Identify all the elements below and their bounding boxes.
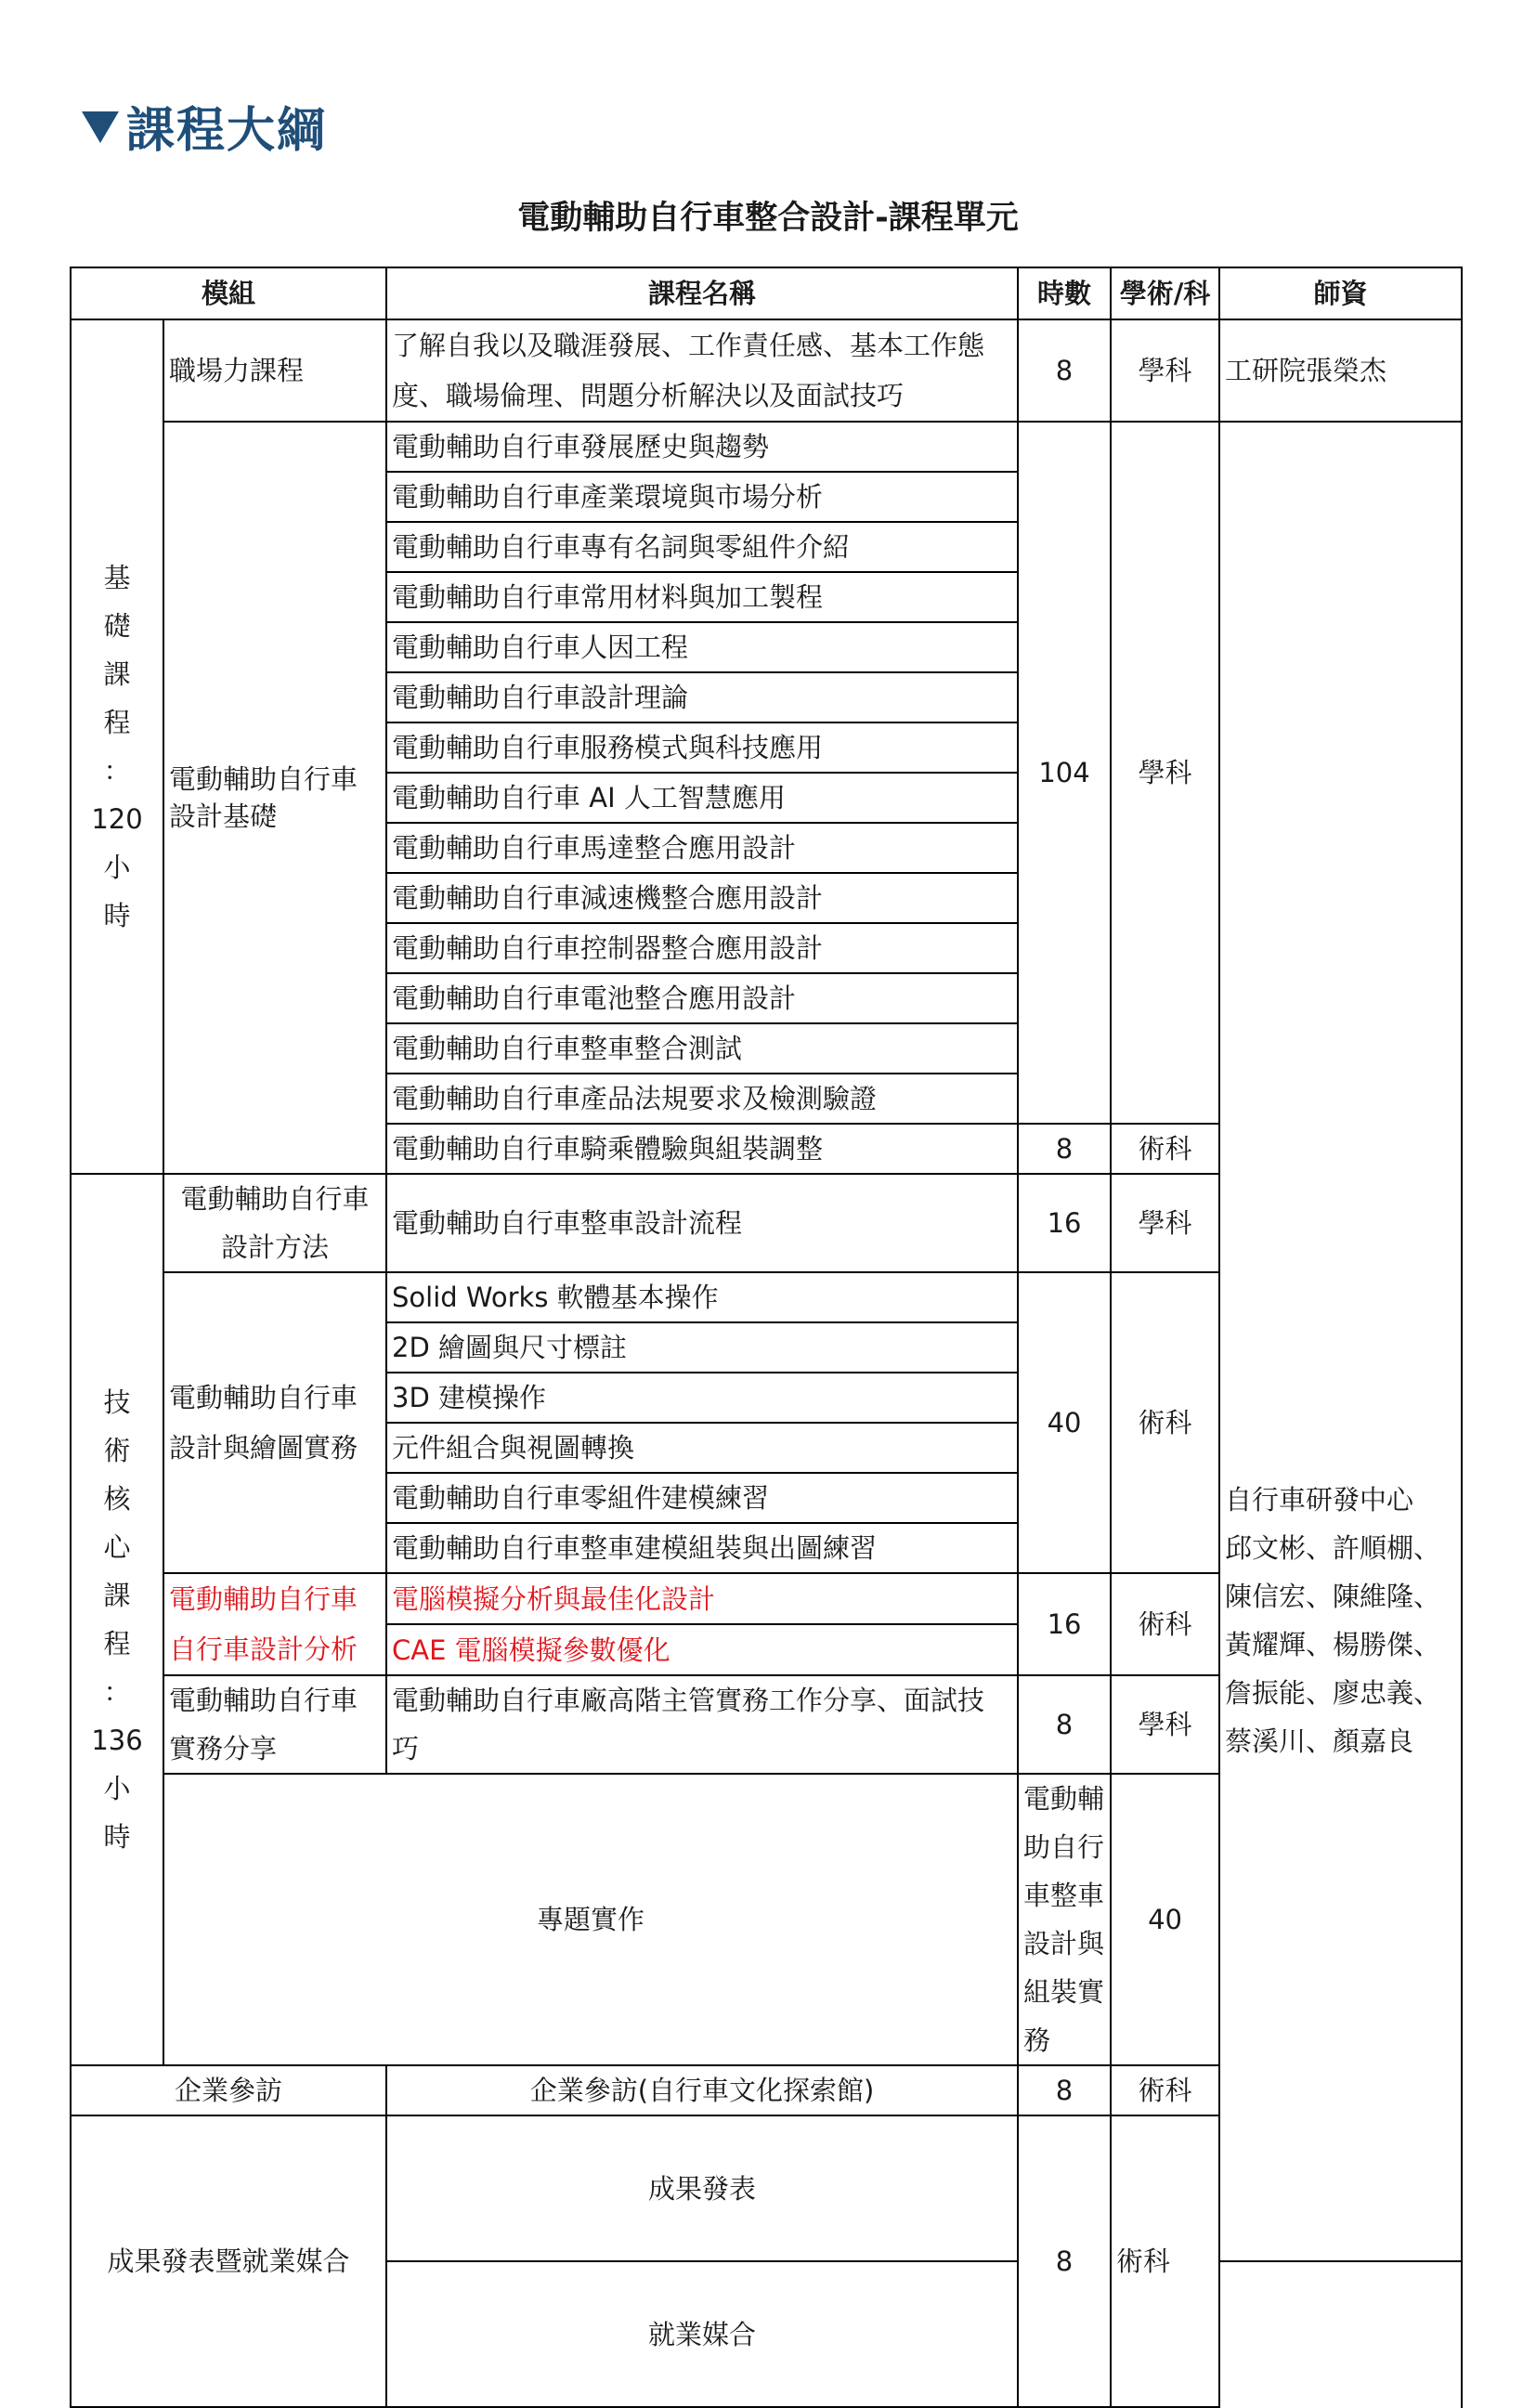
course-cell: 電動輔助自行車整車整合測試	[386, 1023, 1018, 1074]
course-cell: Solid Works 軟體基本操作	[386, 1272, 1018, 1322]
hours-cell: 8	[1018, 319, 1111, 422]
hours-cell: 8	[1018, 1675, 1111, 1774]
header-module: 模組	[71, 267, 386, 319]
type-cell: 術科	[1111, 2115, 1219, 2407]
hours-cell: 16	[1018, 1174, 1111, 1272]
header-type: 學術/科	[1111, 267, 1219, 319]
teacher-cell: 工研院張榮杰	[1219, 319, 1462, 422]
course-cell: 電動輔助自行車減速機整合應用設計	[386, 873, 1018, 923]
course-cell: 電動輔助自行車人因工程	[386, 622, 1018, 672]
tech-group-label: 技 術 核 心 課 程 ： 136 小 時	[71, 1174, 163, 2065]
hours-cell: 8	[1018, 2065, 1111, 2115]
module-cell: 職場力課程	[163, 319, 386, 422]
module-cell: 專題實作	[163, 1774, 1018, 2065]
module-cell: 電動輔助自行車 設計方法	[163, 1174, 386, 1272]
module-cell: 電動輔助自行車 設計基礎	[163, 422, 386, 1174]
teacher-cell: 自行車研發中心 邱文彬、許順棚、 陳信宏、陳維隆、 黃耀輝、楊勝傑、 詹振能、廖忠義、 蔡溪川、顏嘉良	[1219, 422, 1462, 2261]
course-cell: 了解自我以及職涯發展、工作責任感、基本工作態 度、職場倫理、問題分析解決以及面試技巧	[386, 319, 1018, 422]
type-cell: 學科	[1111, 1174, 1219, 1272]
hours-cell: 16	[1018, 1573, 1111, 1675]
course-cell: 電動輔助自行車控制器整合應用設計	[386, 923, 1018, 973]
type-cell: 學科	[1111, 1675, 1219, 1774]
course-cell: 電動輔助自行車產品法規要求及檢測驗證	[386, 1074, 1018, 1124]
table-row	[71, 319, 1462, 422]
basic-group-label: 基 礎 課 程 ： 120 小 時	[71, 319, 163, 1174]
course-cell: 電腦模擬分析與最佳化設計	[386, 1573, 1018, 1624]
hours-cell: 40	[1111, 1774, 1219, 2065]
course-cell: 企業參訪(自行車文化探索館)	[386, 2065, 1018, 2115]
header-course: 課程名稱	[386, 267, 1018, 319]
triangle-down-icon	[82, 111, 119, 143]
course-cell: 電動輔助自行車發展歷史與趨勢	[386, 422, 1018, 472]
table-row	[71, 422, 1462, 472]
type-cell: 術科	[1111, 2065, 1219, 2115]
type-cell: 學科	[1111, 422, 1219, 1124]
type-cell: 術科	[1111, 1124, 1219, 1174]
module-cell: 電動輔助自行車 實務分享	[163, 1675, 386, 1774]
course-cell: 電動輔助自行車產業環境與市場分析	[386, 472, 1018, 522]
course-cell: 就業媒合	[386, 2261, 1018, 2407]
course-cell: 電動輔助自行車 AI 人工智慧應用	[386, 773, 1018, 823]
course-cell: 2D 繪圖與尺寸標註	[386, 1322, 1018, 1373]
module-cell: 企業參訪	[71, 2065, 386, 2115]
page-heading	[82, 91, 327, 161]
course-cell: 元件組合與視圖轉換	[386, 1423, 1018, 1473]
course-cell: 電動輔助自行車騎乘體驗與組裝調整	[386, 1124, 1018, 1174]
course-cell: 電動輔助自行車廠高階主管實務工作分享、面試技 巧	[386, 1675, 1018, 1774]
type-cell: 術科	[1111, 1573, 1219, 1675]
hours-cell: 8	[1018, 1124, 1111, 1174]
hours-cell: 8	[1018, 2115, 1111, 2407]
type-cell: 學科	[1111, 319, 1219, 422]
hours-cell: 40	[1018, 1272, 1111, 1573]
heading-text: 課程大綱	[126, 103, 328, 159]
course-cell: 電動輔助自行車服務模式與科技應用	[386, 722, 1018, 773]
course-cell: 電動輔助自行車專有名詞與零組件介紹	[386, 522, 1018, 572]
course-cell: 電動輔助自行車整車設計流程	[386, 1174, 1018, 1272]
course-cell: 電動輔助自行車整車設計與組裝實務	[1018, 1774, 1111, 2065]
hours-cell: 104	[1018, 422, 1111, 1124]
course-table	[70, 267, 1463, 2408]
course-cell: 電動輔助自行車電池整合應用設計	[386, 973, 1018, 1023]
course-cell: 3D 建模操作	[386, 1373, 1018, 1423]
module-cell: 電動輔助自行車 設計與繪圖實務	[163, 1272, 386, 1573]
course-cell: 電動輔助自行車設計理論	[386, 672, 1018, 722]
course-cell: 電動輔助自行車常用材料與加工製程	[386, 572, 1018, 622]
module-cell: 成果發表暨就業媒合	[71, 2115, 386, 2407]
header-teacher: 師資	[1219, 267, 1462, 319]
type-cell: 術科	[1111, 1272, 1219, 1573]
table-title: 電動輔助自行車整合設計-課程單元	[517, 200, 1019, 237]
course-cell: 成果發表	[386, 2115, 1018, 2261]
header-row	[71, 267, 1462, 319]
course-cell: 電動輔助自行車馬達整合應用設計	[386, 823, 1018, 873]
header-hours: 時數	[1018, 267, 1111, 319]
course-cell: 電動輔助自行車零組件建模練習	[386, 1473, 1018, 1523]
course-cell: CAE 電腦模擬參數優化	[386, 1624, 1018, 1675]
course-cell: 電動輔助自行車整車建模組裝與出圖練習	[386, 1523, 1018, 1573]
module-cell: 電動輔助自行車 自行車設計分析	[163, 1573, 386, 1675]
